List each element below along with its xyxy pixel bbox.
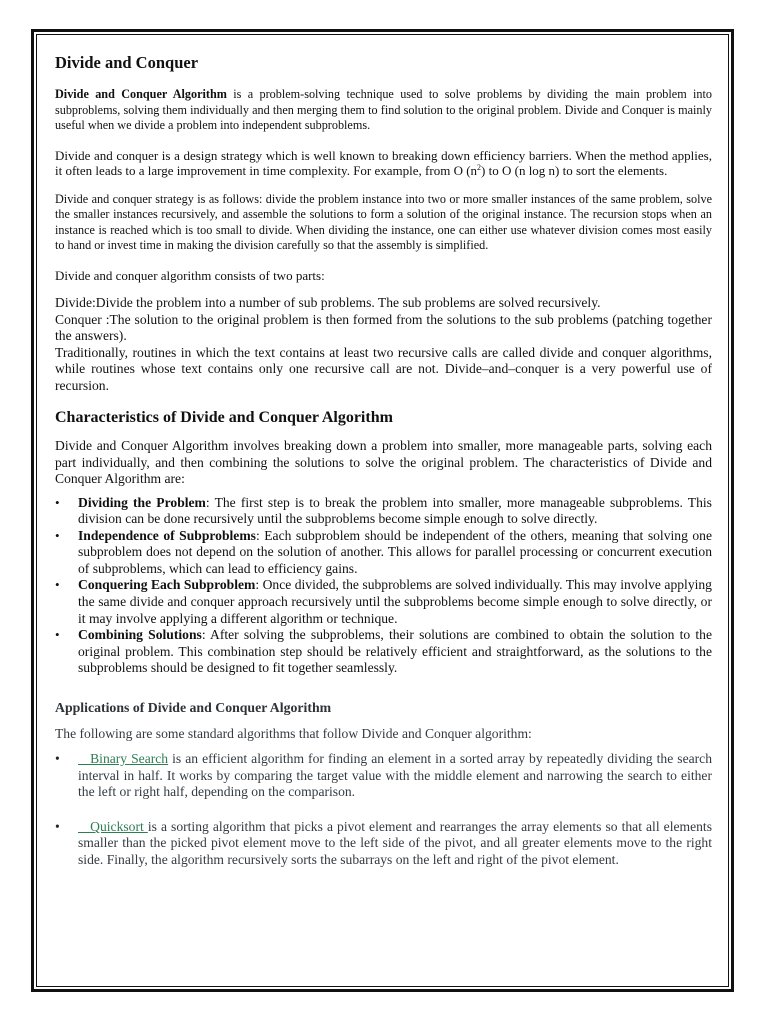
applications-intro: The following are some standard algorithms that follow Divide and Conquer algorithm:: [55, 726, 532, 742]
intro-text: is a problem-solving technique used to solve problems by dividing the main problem into subproblems, solving them individually and then merging them to find solution to the original problem. Divide and Conquer is mainly useful when we divide a problem into independent subproblems.: [55, 87, 712, 132]
list-item-text: : The first step is to break the problem into smaller, more manageable subproblems. This division can be done recursively until the subproblems become simple enough to solve directly.: [78, 494, 712, 527]
page-title: Divide and Conquer: [55, 53, 199, 72]
list-item: [78, 528, 712, 578]
list-item-text: : Each subproblem should be independent of the others, meaning that solving one subproblem does not depend on the solution of another. This allows for parallel processing or concurrent execution of subproblems, which can lead to efficiency gains.: [78, 527, 712, 576]
complexity-text-after: ) to O (n log n) to sort the elements.: [481, 163, 668, 178]
characteristics-intro: Divide and Conquer Algorithm involves breaking down a problem into smaller, more manageable parts, solving each part individually, and then combining the solutions to solve the original problem. The characteristics of Divide and Conquer Algorithm are:: [55, 438, 712, 486]
list-item: [78, 495, 712, 528]
list-item-text: : Once divided, the subproblems are solved individually. This may involve applying the same divide and conquer approach recursively until the subproblems become simple enough to solve directly, or it may involve applying a different algorithm or technique.: [78, 577, 712, 626]
applications-heading: Applications of Divide and Conquer Algorithm: [55, 700, 332, 716]
divide-line: Divide:Divide the problem into a number of sub problems. The sub problems are solved recursively.: [55, 295, 601, 310]
list-item-text: is an efficient algorithm for finding an element in a sorted array by repeatedly dividing the search interval in half. It works by comparing the target value with the middle element and narrowing the search to either the left or right half, depending on the comparison.: [78, 751, 712, 800]
list-item: [78, 577, 712, 627]
applications-list: [55, 751, 712, 869]
traditional-line: Traditionally, routines in which the text contains at least two recursive calls are called divide and conquer algorithms, while routines whose text contains only one recursive call are not. Divide–and–conquer is a very powerful use of recursion.: [55, 344, 712, 393]
complexity-superscript: 2: [477, 163, 482, 172]
intro-term: Divide and Conquer Algorithm: [55, 87, 227, 101]
list-item-term: Conquering Each Subproblem: [78, 577, 256, 593]
characteristics-list: [55, 495, 712, 678]
list-item-term: Dividing the Problem: [78, 494, 206, 510]
binary-search-link[interactable]: Binary Search: [78, 751, 169, 767]
list-item: [78, 627, 712, 677]
list-item-term: Combining Solutions: [78, 627, 202, 643]
characteristics-heading: Characteristics of Divide and Conquer Algorithm: [55, 409, 393, 426]
intro-paragraph: [55, 87, 712, 134]
list-item-text: is a sorting algorithm that picks a pivot element and rearranges the array elements so that all elements smaller than the picked pivot element move to the left side of the pivot, and all greater elements move to the right side. Finally, the algorithm recursively sorts the subarrays on the left and right of the pivot element.: [78, 818, 712, 867]
quicksort-link[interactable]: Quicksort: [78, 818, 148, 834]
list-item: [78, 751, 712, 801]
list-item: [78, 819, 712, 869]
complexity-paragraph: [55, 148, 712, 179]
complexity-text-before: Divide and conquer is a design strategy which is well known to breaking down efficiency barriers. When the method applies, it often leads to a large improvement in time complexity. For example, from O (n: [55, 147, 712, 178]
list-item-text: : After solving the subproblems, their solutions are combined to obtain the solution to the original problem. This combination step should be relatively efficient and straightforward, as the solutions to the subproblems should be designed to fit together seamlessly.: [78, 627, 713, 676]
document-content: [55, 50, 712, 887]
two-parts-paragraph: Divide and conquer algorithm consists of two parts:: [55, 267, 325, 283]
list-item-term: Independence of Subproblems: [78, 527, 256, 543]
conquer-line: Conquer :The solution to the original problem is then formed from the solutions to the sub problems (patching together the answers).: [55, 311, 712, 343]
strategy-paragraph: Divide and conquer strategy is as follows: divide the problem instance into two or more smaller instances of the same problem, solve the smaller instances recursively, and assemble the solutions to form a solution of the original instance. The recursion stops when an instance is reached which is too small to divide. When dividing the instance, one can either use whatever division comes most easily to hand or invest time in making the division carefully so that the assembly is simplified.: [55, 191, 712, 252]
